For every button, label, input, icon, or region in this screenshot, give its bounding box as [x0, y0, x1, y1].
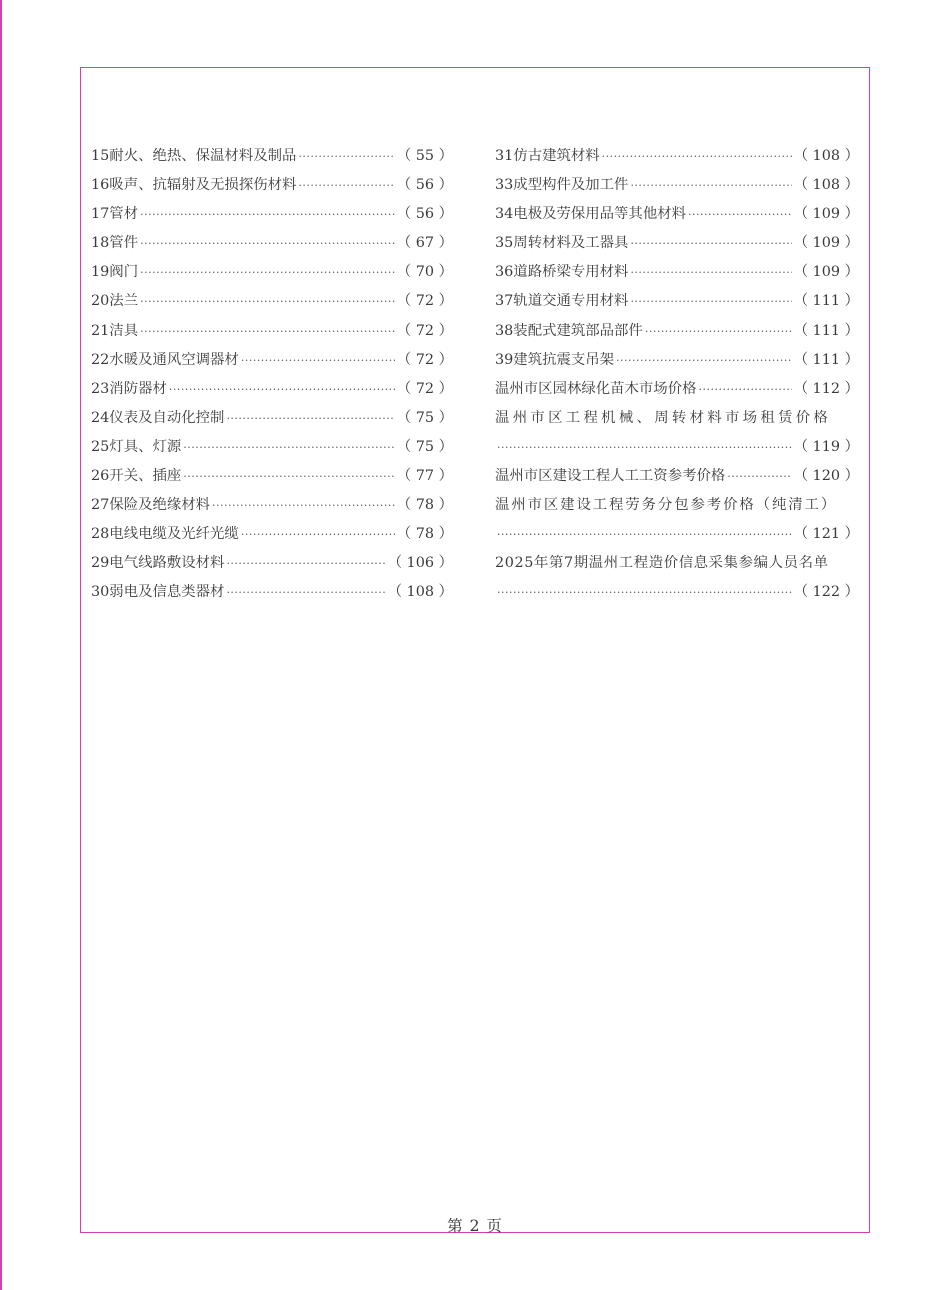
- toc-entry-label: 27保险及绝缘材料: [91, 497, 211, 514]
- toc-entry-label: 29电气线路敷设材料: [91, 555, 225, 572]
- toc-entry-page: （ 108 ）: [793, 148, 859, 164]
- leader-dots: [140, 200, 395, 229]
- toc-entry-label: 33成型构件及加工件: [495, 177, 629, 194]
- toc-entry-label: 15耐火、绝热、保温材料及制品: [91, 148, 297, 164]
- toc-entry[interactable]: [495, 462, 859, 491]
- toc-entry[interactable]: [91, 142, 453, 171]
- toc-entry[interactable]: [495, 258, 859, 287]
- toc-entry[interactable]: [91, 346, 453, 375]
- leader-dots: [298, 142, 394, 171]
- toc-entry-label: 26开关、插座: [91, 468, 182, 485]
- toc-entry-label: 21洁具: [91, 322, 139, 339]
- leader-dots: [630, 229, 791, 258]
- toc-entry-label: 31仿古建筑材料: [495, 148, 600, 164]
- toc-entry-label: 36道路桥梁专用材料: [495, 264, 629, 281]
- toc-entry-label: 19阀门: [91, 264, 139, 281]
- toc-entry-page: （ 67 ）: [396, 235, 453, 252]
- leader-dots: [630, 171, 791, 200]
- toc-entry-page: （ 72 ）: [396, 322, 453, 339]
- toc-entry[interactable]: [495, 200, 859, 229]
- toc-entry-label: 35周转材料及工器具: [495, 235, 629, 252]
- toc-entry[interactable]: [495, 142, 859, 171]
- toc-entry-page: （ 75 ）: [396, 409, 453, 426]
- toc-entry-page: （ 111 ）: [793, 293, 859, 310]
- leader-dots: [140, 287, 395, 316]
- toc-entry[interactable]: [91, 433, 453, 462]
- toc-entry-page: （ 72 ）: [396, 351, 453, 368]
- toc-entry-label-line[interactable]: 2025年第7期温州工程造价信息采集参编人员名单: [495, 555, 829, 572]
- leader-dots: [616, 346, 792, 375]
- leader-dots: [241, 520, 395, 549]
- toc-entry-label: 温州市区建设工程人工工资参考价格: [495, 468, 726, 485]
- toc-entry-page: （ 55 ）: [396, 148, 453, 164]
- toc-entry-continuation[interactable]: [495, 578, 859, 607]
- toc-entry-page: （ 77 ）: [396, 468, 453, 485]
- toc-entry[interactable]: [495, 229, 859, 258]
- toc-entry-label: 23消防器材: [91, 380, 167, 397]
- toc-entry-label: 30弱电及信息类器材: [91, 584, 225, 601]
- toc-right-column: [495, 142, 859, 608]
- toc-entry-label-line[interactable]: 温州市区建设工程劳务分包参考价格（纯清工）: [495, 497, 838, 514]
- toc-entry-label: 17管材: [91, 206, 139, 223]
- toc-entry[interactable]: [495, 375, 859, 404]
- leader-dots: [497, 578, 792, 607]
- toc-entry[interactable]: [91, 549, 453, 578]
- toc-entry[interactable]: [495, 317, 859, 346]
- leader-dots: [226, 549, 385, 578]
- toc-entry-label: 16吸声、抗辐射及无损探伤材料: [91, 177, 297, 194]
- leader-dots: [727, 462, 791, 491]
- toc-entry-page: （ 108 ）: [387, 584, 453, 601]
- toc-entry-page: （ 109 ）: [793, 264, 859, 281]
- margin-rule: [0, 0, 2, 1290]
- leader-dots: [298, 171, 394, 200]
- toc-entry-page: （ 72 ）: [396, 380, 453, 397]
- toc-entry-label: 28电线电缆及光纤光缆: [91, 526, 239, 543]
- toc-entry-page: （ 111 ）: [793, 322, 859, 339]
- toc-entry[interactable]: [91, 200, 453, 229]
- toc-entry-page: （ 112 ）: [793, 380, 859, 397]
- toc-entry[interactable]: [495, 346, 859, 375]
- toc-entry[interactable]: [91, 520, 453, 549]
- toc-entry-page: （ 120 ）: [793, 468, 859, 485]
- toc-entry[interactable]: [495, 287, 859, 316]
- leader-dots: [226, 404, 394, 433]
- toc-entry-page: （ 109 ）: [793, 235, 859, 252]
- toc-entry-label: 25灯具、灯源: [91, 438, 182, 455]
- leader-dots: [602, 142, 792, 171]
- toc-entry-page: （ 75 ）: [396, 438, 453, 455]
- leader-dots: [497, 520, 792, 549]
- toc-entry-label: 39建筑抗震支吊架: [495, 351, 615, 368]
- leader-dots: [241, 346, 395, 375]
- toc-entry-label: 18管件: [91, 235, 139, 252]
- leader-dots: [140, 317, 395, 346]
- toc-entry[interactable]: [91, 491, 453, 520]
- toc-entry[interactable]: [91, 258, 453, 287]
- toc-entry-page: （ 78 ）: [396, 526, 453, 543]
- leader-dots: [698, 375, 791, 404]
- toc-left-column: [91, 142, 453, 608]
- toc-entry-page: （ 121 ）: [793, 526, 859, 543]
- leader-dots: [140, 229, 395, 258]
- toc-entry-page: （ 109 ）: [793, 206, 859, 223]
- toc-entry-page: （ 70 ）: [396, 264, 453, 281]
- toc-entry[interactable]: [91, 171, 453, 200]
- toc-entry-label: 37轨道交通专用材料: [495, 293, 629, 310]
- leader-dots: [183, 433, 394, 462]
- toc-entry-label: 22水暖及通风空调器材: [91, 351, 239, 368]
- toc-entry[interactable]: [91, 375, 453, 404]
- toc-entry[interactable]: [91, 287, 453, 316]
- toc-entry-page: （ 122 ）: [793, 584, 859, 601]
- leader-dots: [630, 287, 791, 316]
- leader-dots: [645, 317, 792, 346]
- toc-entry-page: （ 56 ）: [396, 206, 453, 223]
- toc-entry-continuation[interactable]: [495, 520, 859, 549]
- toc-entry[interactable]: [91, 462, 453, 491]
- leader-dots: [212, 491, 395, 520]
- toc-entry-page: （ 111 ）: [793, 351, 859, 368]
- toc-entry-label: 20法兰: [91, 293, 139, 310]
- page-number: 第 2 页: [447, 1217, 503, 1235]
- toc-entry[interactable]: [91, 578, 453, 607]
- toc-entry[interactable]: [91, 317, 453, 346]
- toc-entry-page: （ 106 ）: [387, 555, 453, 572]
- leader-dots: [688, 200, 792, 229]
- leader-dots: [226, 578, 385, 607]
- toc-entry-page: （ 119 ）: [793, 438, 859, 455]
- toc-entry-page: （ 108 ）: [793, 177, 859, 194]
- toc-entry-continuation[interactable]: [495, 433, 859, 462]
- toc-entry[interactable]: [91, 404, 453, 433]
- leader-dots: [497, 433, 792, 462]
- leader-dots: [183, 462, 394, 491]
- toc-entry-label: 温州市区园林绿化苗木市场价格: [495, 380, 697, 397]
- toc-entry-label-line[interactable]: 温州市区工程机械、周转材料市场租赁价格: [495, 409, 832, 426]
- toc-entry[interactable]: [91, 229, 453, 258]
- toc-entry-label: 34电极及劳保用品等其他材料: [495, 206, 686, 223]
- toc-entry-page: （ 56 ）: [396, 177, 453, 194]
- toc-entry-label: 24仪表及自动化控制: [91, 409, 225, 426]
- toc-entry-page: （ 72 ）: [396, 293, 453, 310]
- leader-dots: [140, 258, 395, 287]
- leader-dots: [630, 258, 791, 287]
- leader-dots: [169, 375, 395, 404]
- toc-entry-label: 38装配式建筑部品部件: [495, 322, 643, 339]
- toc-entry[interactable]: [495, 171, 859, 200]
- toc-entry-page: （ 78 ）: [396, 497, 453, 514]
